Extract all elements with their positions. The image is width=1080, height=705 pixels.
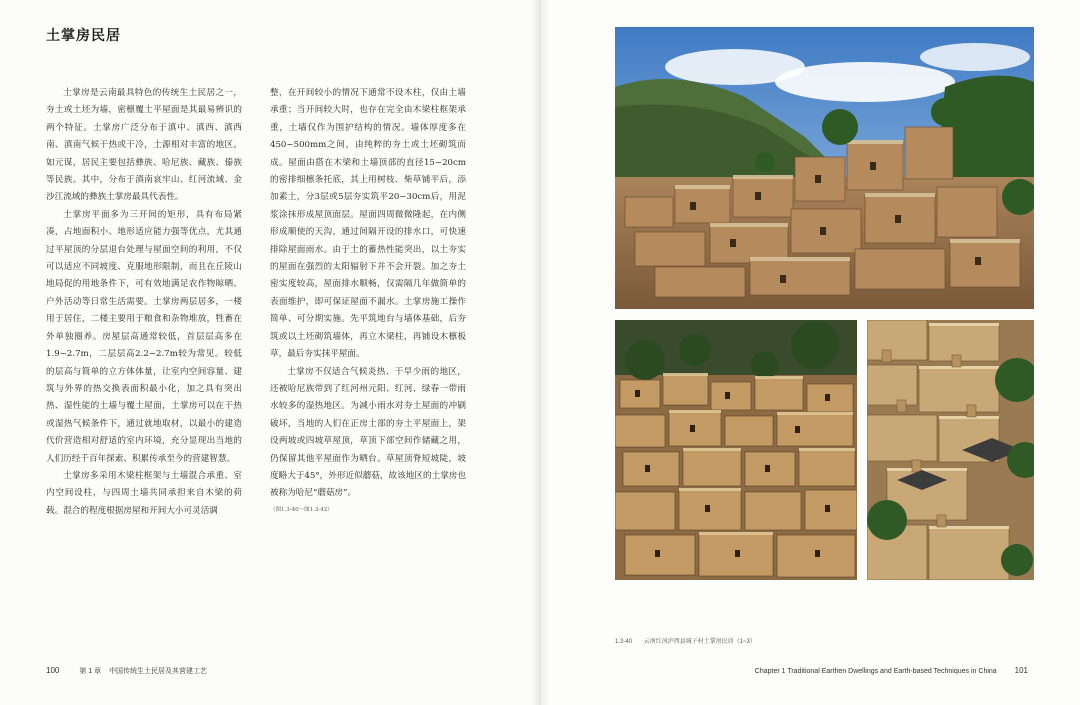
text-column-2 bbox=[270, 85, 466, 515]
text-column-1 bbox=[46, 85, 242, 520]
paragraph: 土掌房是云南最具特色的传统生土民居之一，夯土或土坯为墙，密檩覆土平屋面是其最易辨识的两个特征。土掌房广泛分布于滇中、滇西、滇西南、滇南气候干热或干冷，土源相对丰富的地区。如元谋，居民主要包括彝族、哈尼族、藏族、傣族等民族。其中，分布于滇南哀牢山、红河流域、金沙江流域的彝族土掌房最具代表性。 bbox=[46, 88, 242, 203]
chapter-title-en: Chapter 1 Traditional Earthen Dwellings and Earth-based Techniques in China bbox=[754, 668, 997, 675]
figure-reference: （图1.3-40～图1.3-42） bbox=[270, 506, 333, 513]
photo-village-hillside bbox=[615, 27, 1034, 309]
right-page bbox=[540, 0, 1080, 705]
chapter-title: 中国传统生土民居及其营建工艺 bbox=[109, 668, 208, 675]
page-number: 100 bbox=[46, 666, 60, 675]
paragraph: 土掌房不仅适合气候炎热、干旱少雨的地区，还被哈尼族带到了红河州元阳、红河、绿春一带雨水较多的湿热地区。为减小雨水对夯土屋面的冲刷破坏，当地的人们在正房土部的夯土平屋面上，架设两坡或四坡草屋顶，草顶下部空间作储藏之用，仍保留其他平屋面作为晒台。草屋顶脊短坡陡，坡度略大于45°，外形近似蘑菇，故该地区的土掌房也被称为哈尼“蘑菇房”。 bbox=[270, 366, 466, 499]
left-footer bbox=[46, 666, 207, 676]
chapter-label: 第 1 章 bbox=[79, 668, 102, 675]
figure-caption bbox=[615, 636, 756, 645]
paragraph: 土掌房多采用木梁柱框架与土墙混合承重、室内空间设柱，与四周土墙共同承担来自木梁的荷载。混合的程度根据房屋和开间大小可灵活调 bbox=[46, 470, 242, 516]
caption-number: 1.3-40 bbox=[615, 639, 633, 645]
book-gutter bbox=[530, 0, 550, 705]
paragraph: 整，在开间较小的情况下通常不设木柱，仅由土墙承重；当开间较大时，也存在完全由木梁柱框架承重，土墙仅作为围护结构的情况。墙体厚度多在450~500mm之间，由纯粹的夯土或土坯砌筑而成。屋面由搭在木梁和土墙顶部的直径15~20cm的密排细檩条托底，其上用树枝、柴草铺平后，添加素土，分3层或5层夯实筑平20~30cm后，用泥浆涂抹形成屋顶面层。屋面四周微微隆起，在内侧形成顺使的天沟，通过间隔开设的排水口，可快速排除屋面雨水。由于土的蓄热性能突出，以土夯实的屋面在强烈的太阳辐射下并不会开裂。加之夯土密实度较高，屋面排水顺畅，仅需隔几年做简单的表面维护，即可保证屋面不漏水。土掌房施工操作简单、可分期实施。先平筑地台与墙体基础，后夯筑或以土坯砌筑墙体，再立木梁柱，再铺设木檩板草，最后夯实抹平屋面。 bbox=[270, 88, 466, 360]
photo-village-terraces bbox=[615, 320, 857, 580]
right-footer bbox=[755, 666, 1028, 675]
section-title: 土掌房民居 bbox=[46, 28, 121, 44]
paragraph: 土掌房平面多为三开间的矩形，具有布局紧凑，占地面积小、地形适应能力强等优点，尤其通过平屋顶的分层退台处理与屋面空间的利用，不仅可以适应不同坡度、克服地形限制，而且在丘陵山地局促的用地条件下，可有效地满足农作物晾晒、户外活动等日常生活需要。土掌房两层居多，一楼用于居住，二楼主要用于粮食和杂物堆放，牲畜在外单独圈养。房屋层高通常较低，首层层高多在1.9~2.7m，二层层高2.2~2.7m较为常见。较低的层高与简单的立方体体量，让室内空间容量、建筑与外界的热交换表面积最小化，加之具有突出热、湿性能的土墙与覆土屋面，土掌房可以在干热或湿热气候条件下，通过就地取材，以最小的建造代价营造相对舒适的室内环境，充分显现出当地的人们历经千百年探索、积累传承至今的营建智慧。 bbox=[46, 209, 242, 464]
photo-rooftops bbox=[867, 320, 1034, 580]
caption-text: 云南红河泸西县城子村土掌房民居（1~3） bbox=[643, 639, 756, 645]
page-number: 101 bbox=[1014, 666, 1028, 675]
